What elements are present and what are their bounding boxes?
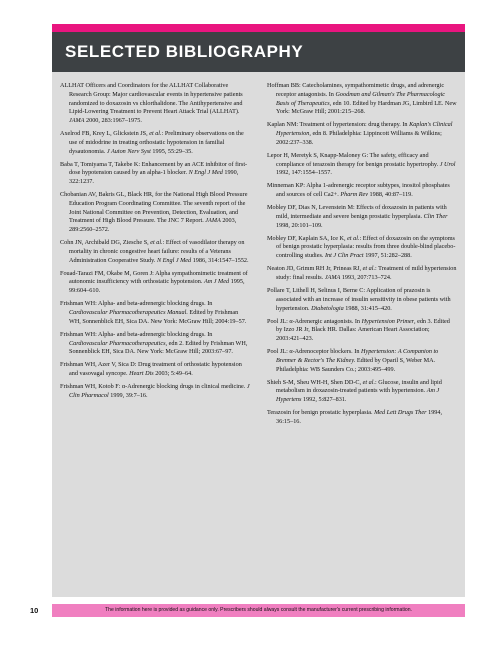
bibliography-entry [267,348,457,374]
entry-text: 1995, 99:604–610. [69,278,245,295]
entry-text: 1993, 207:713–724. [340,274,392,282]
entry-italic-text: Diabetologia [311,304,344,312]
entry-text: Hoffman BB: Catecholamines, sympathomimetic drugs, and adrenergic receptor antagonists. In [267,82,445,98]
entry-text: 1992, 5:827–831. [301,396,347,404]
entry-italic-text: Cardiovascular Pharmacotherapeutics Manual. [69,309,188,317]
entry-italic-text: et al. [347,234,360,242]
bibliography-entry [60,331,250,357]
entry-italic-text: et al. [362,378,375,386]
bibliography-entry [60,270,250,296]
entry-text: : Preliminary observations on the use of midodrine in treating orthostatic hypotension in familial dysautonomia. [69,130,244,155]
entry-text: 1998, 20:101–109. [276,221,323,229]
page-title: SELECTED BIBLIOGRAPHY [65,42,304,61]
section-header [52,32,465,72]
entry-text: , edn 2. Edited by Frishman WH, Sonnenblick EH, Sica DA. New York: McGraw Hill; 2003:67–97. [69,339,248,356]
bibliography-entry [267,235,457,261]
entry-italic-text: N Engl J Med [188,169,223,177]
bibliography-entry [267,182,457,200]
entry-text: 1994, 36:15–16. [276,409,443,426]
entry-text: : Effect of doxazosin on the symptoms of benign prostatic hyperplasia: results from three double-blind placebo-controlling studies. [276,234,456,260]
entry-italic-text: Cardiovascular Pharmacotherapeutics [69,339,166,347]
entry-text: Chobanian AV, Bakris GL, Black HR, for the National High Blood Pressure Education Program Coordinating Committee. The seventh report of the Joint National Committee on Prevention, Detection, Evaluation, and Treatment of High Blood Pressure. The JNC 7 Report. [60,191,248,225]
bibliography-entry [267,318,457,344]
entry-text: 2003; 5:49–64. [153,370,193,378]
bibliography-entry [60,361,250,379]
bibliography-entry [267,204,457,230]
bibliography-entry [267,409,457,427]
entry-text: Edited by Frishman WH, Sonnenblick EH, Sica DA. New York: McGraw Hill; 2004:19–57. [69,309,247,325]
footer-disclaimer: The information here is provided as guidance only. Prescribers should always consult the manufacturer's current prescribing information. [105,607,412,613]
entry-italic-text: J Urol [439,160,456,168]
entry-text: Neaton JD, Grimm RH Jr, Prineas RJ, [267,265,363,273]
entry-text: : Glucose, insulin and lipid metabolism in doxazosin-treated patients with hypertension. [276,378,442,395]
entry-text: Minneman KP: Alpha 1-adrenergic receptor subtypes, inositol phosphates and sources of cell Ca2+. [267,182,450,199]
bibliography-column-left [60,82,250,405]
entry-text: : Treatment of mild hypertension study: final results. [276,265,457,282]
entry-italic-text: JAMA [69,117,85,124]
entry-text: Cohn JN, Archibald DG, Ziesche S, [60,239,151,247]
bibliography-entry [267,121,457,147]
entry-text: Mobley DF, Kaplain SA, Ice K, [267,234,348,242]
footer-bar [52,604,465,617]
entry-text: Pool JL: α-Adrenergic antagonists. In [267,317,362,325]
entry-text: Mobley DF, Dias N, Levenstein M: Effects of doxazosin in patients with mild, intermediate and severe benign prostatic hyperplasia. [267,204,447,220]
entry-italic-text: et al. [150,239,163,247]
entry-text: Frishman WH: Alpha- and beta-adrenergic blocking drugs. In [60,300,213,308]
entry-italic-text: JAMA [205,217,221,225]
entry-text: 1997, 51:282–288. [363,252,412,260]
entry-text: Terazosin for benign prostatic hyperplasia. [267,409,375,417]
entry-text: 1986, 314:1547–1552. [191,256,249,264]
bibliography-entry [60,191,250,235]
entry-text: 1988, 40:87–119. [368,191,413,199]
entry-italic-text: Clin Ther [423,212,448,220]
entry-italic-text: Med Lett Drugs Ther [374,409,427,417]
entry-italic-text: Int J Clin Pract [324,252,364,260]
entry-italic-text: et al. [149,130,162,138]
entry-text: Kaplan NM: Treatment of hypertension: drug therapy. In [267,121,410,129]
bibliography-entry [267,265,457,283]
bibliography-entry [60,383,250,401]
bibliography-column-right [267,82,457,431]
entry-italic-text: Am J Med [203,278,230,286]
bibliography-entry [267,152,457,178]
entry-text: Fouad-Tarazi FM, Okabe M, Goren J: Alpha sympathomimetic treatment of autonomic insufficiency with orthostatic hypotension. [60,269,248,286]
bibliography-entry [60,239,250,265]
entry-text: Lepor H, Meretyk S, Knapp-Maloney G: The safety, efficacy and compliance of terazosin therapy for benign prostatic hypertrophy. [267,151,440,168]
entry-italic-text: JAMA [324,274,341,282]
entry-text: , edn 3. Edited by Izzo JR Jr, Black HR. Dallas: American Heart Association; 2003:421–423. [276,317,450,343]
entry-italic-text: Hypertension: A Companion to Brenner & Rector's The Kidney. [276,348,439,364]
entry-italic-text: Kaplan's Clinical Hypertension [276,121,453,138]
entry-text: : Effect of vasodilator therapy on mortality in chronic congestive heart failure: results of a Veterans Administration Cooperative Study. [69,239,245,264]
bibliography-entry [267,287,457,313]
entry-text: , edn 10. Edited by Hardman JG, Limbird LE. New York: McGraw Hill; 2001:215–268. [276,99,457,116]
entry-italic-text: Goodman and Gilman's The Pharmacologic Basis of Therapeutics [276,90,446,107]
entry-text: Pollare T, Lithell H, Selinus I, Berne C: Application of prazosin is associated with an increase of insulin sensitivity in obese patients with hypertension. [267,287,451,312]
entry-text: 1995, 55:29–35. [150,147,193,155]
entry-text: 1999, 39:7–16. [108,391,148,399]
bibliography-entry [60,161,250,187]
entry-text: 1988, 31:415–420. [343,304,392,312]
bibliography-entry [267,379,457,405]
entry-italic-text: J Clin Pharmacol [69,383,250,399]
header-accent-strip [52,24,465,32]
entry-italic-text: Heart Dis [129,370,154,378]
bibliography-entry [60,130,250,156]
entry-text: 1990, 322:1237. [69,169,239,186]
entry-italic-text: N Engl J Med [156,256,192,264]
entry-italic-text: J Auton Nerv Syst [106,147,151,155]
bibliography-entry [60,300,250,326]
entry-text: Frishman WH: Alpha- and beta-adrenergic blocking drugs. In [60,330,213,338]
bibliography-entry [267,82,457,117]
entry-italic-text: Am J Hypertens [276,387,440,404]
entry-text: Shieh S-M, Sheu WH-H, Shen DD-C, [267,378,363,386]
entry-text: Frishman WH, Kotob F: α-Adrenergic blocking drugs in clinical medicine. [60,383,247,391]
entry-text: Pool JL: α-Adrenoceptor blockers. In [267,348,361,356]
entry-text: Edited by Oparil S, Weber MA. Philadelphia: WB Saunders Co.; 2003:495–499. [276,356,436,373]
entry-text: , edn 8. Philadelphia: Lippincott Williams & Wilkins; 2002:237–338. [276,130,442,146]
entry-text: 2000, 283:1967–1975. [84,117,142,124]
entry-italic-text: Pharm Rev [340,191,368,199]
entry-text: Axelrod FB, Krey L, Glickstein JS, [60,130,150,138]
entry-text: Baba T, Tomiyama T, Takebe K: Enhancement by an ACE inhibitor of first-dose hypotension caused by an alpha-1 blocker. [60,160,248,177]
entry-italic-text: et al. [362,265,376,273]
entry-text: 2003, 289:2560–2572. [69,217,237,234]
entry-text: 1992, 147:1554–1557. [276,169,332,177]
entry-text: ALLHAT Officers and Coordinators for the ALLHAT Collaborative Research Group: Major cardiovascular events in hypertensive patients randomized to doxazosin vs chlorthalidone. The Antihypertensive and Lipid-Lowering Treatment to Prevent Heart Attack Trial (ALLHAT). [60,82,243,116]
entry-italic-text: Hypertension Primer [361,317,414,325]
bibliography-entry [60,82,250,126]
entry-text: Frishman WH, Azer V, Sica D: Drug treatment of orthostatic hypotension and vasovagal syncope. [60,361,242,378]
bibliography-panel [52,72,465,597]
page-number: 10 [30,606,39,615]
